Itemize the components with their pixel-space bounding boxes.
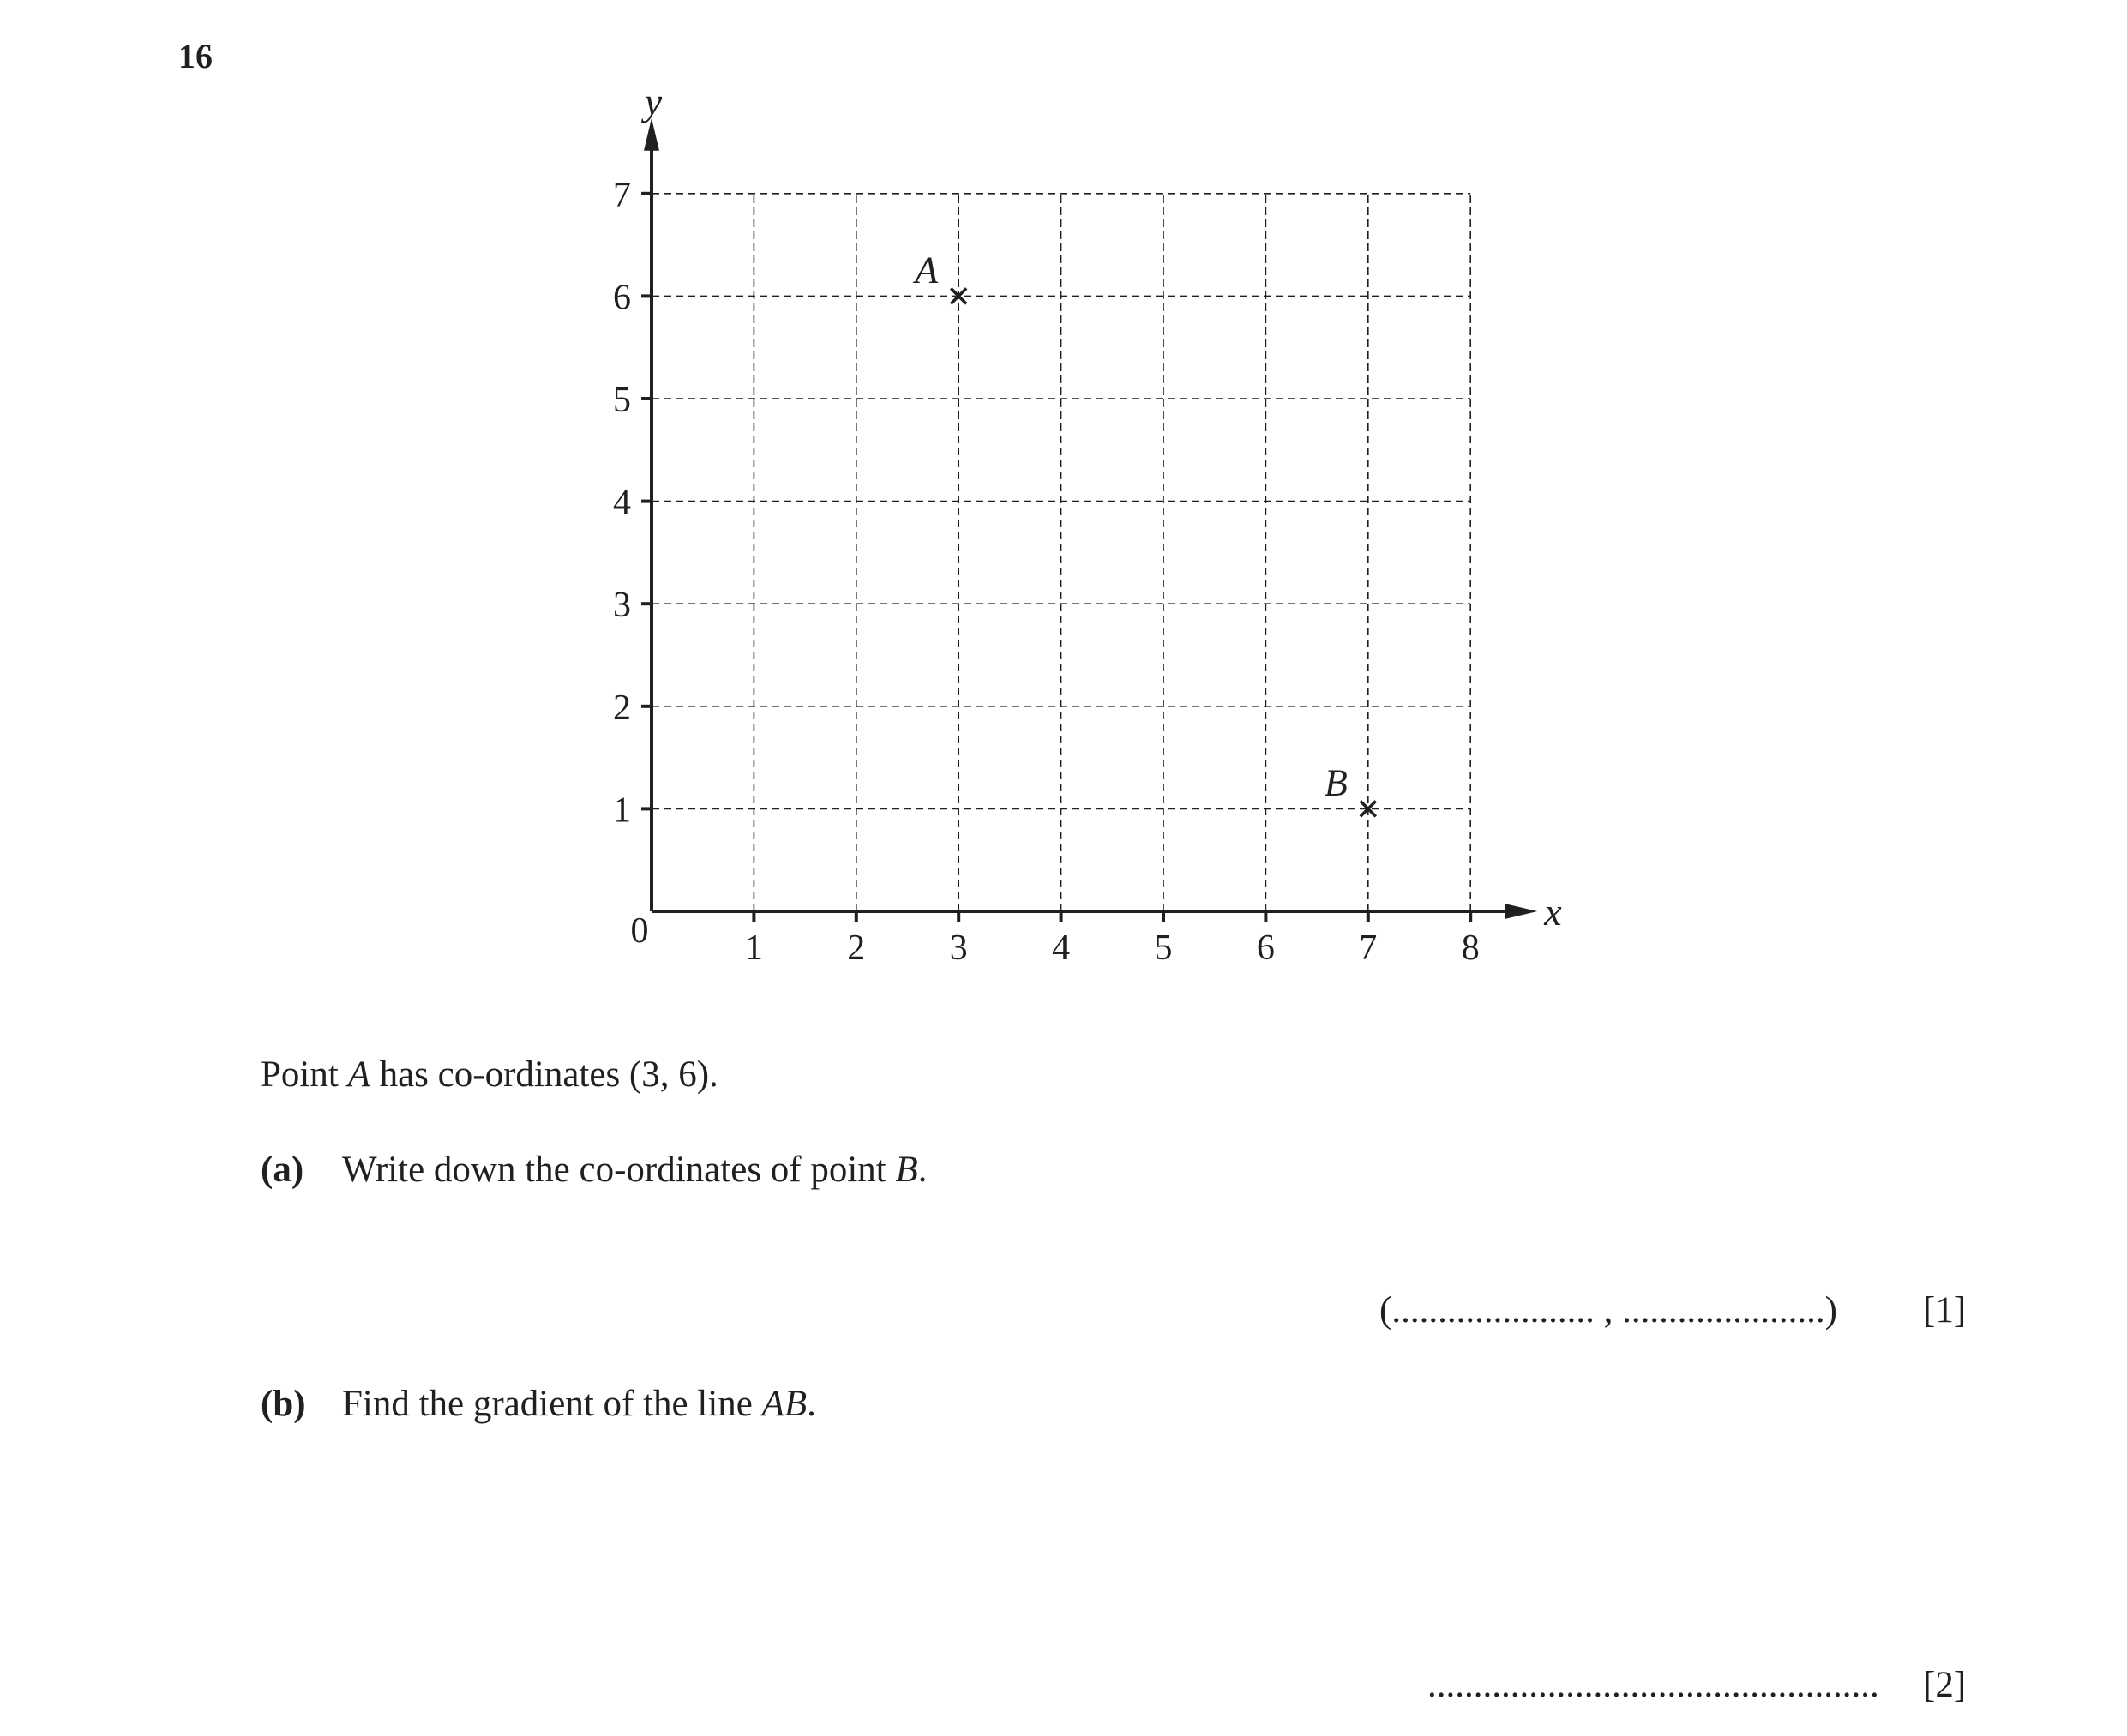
- part-b-question: (b) Find the gradient of the line AB.: [261, 1384, 816, 1424]
- point-a-label: A: [915, 249, 939, 291]
- origin-label: 0: [630, 911, 649, 951]
- axes: [631, 80, 1563, 951]
- y-axis-label: y: [644, 79, 663, 123]
- x-axis-arrow: [1505, 904, 1537, 919]
- part-b-marks: [2]: [1923, 1665, 1967, 1705]
- intro-text: Point A has co-ordinates (3, 6).: [261, 1054, 718, 1095]
- x-tick-label: 4: [1052, 928, 1071, 968]
- part-b-answer-line[interactable]: .................................................: [1427, 1665, 1879, 1705]
- y-tick-label: 6: [613, 278, 631, 318]
- points: [912, 249, 1375, 816]
- x-tick-label: 3: [949, 928, 968, 968]
- part-a-answer-line[interactable]: (...................... , ......................): [1379, 1290, 1837, 1331]
- x-tick-label: 2: [847, 928, 866, 968]
- part-a-question: (a) Write down the co-ordinates of point B.: [261, 1150, 928, 1190]
- y-tick-label: 1: [613, 790, 631, 831]
- x-tick-label: 1: [744, 928, 763, 968]
- answer-x-field: ......................: [1391, 1290, 1595, 1331]
- ticks: [613, 176, 1480, 968]
- part-a-label: (a): [261, 1150, 304, 1190]
- intro-point-var: A: [347, 1054, 370, 1095]
- x-tick-label: 7: [1359, 928, 1378, 968]
- x-tick-label: 5: [1154, 928, 1173, 968]
- x-tick-label: 6: [1256, 928, 1275, 968]
- y-tick-label: 3: [613, 586, 631, 626]
- y-tick-label: 5: [613, 381, 631, 420]
- x-tick-label: 8: [1461, 928, 1480, 968]
- grid-lines: [652, 194, 1470, 911]
- y-tick-label: 4: [613, 483, 631, 523]
- y-tick-label: 7: [613, 175, 631, 215]
- part-b-label: (b): [261, 1384, 306, 1424]
- question-number: 16: [178, 37, 213, 75]
- part-a-marks: [1]: [1923, 1290, 1967, 1331]
- y-tick-label: 2: [613, 688, 631, 728]
- answer-y-field: ......................: [1622, 1290, 1825, 1331]
- x-axis-label: x: [1544, 890, 1562, 934]
- point-b-label: B: [1324, 761, 1348, 804]
